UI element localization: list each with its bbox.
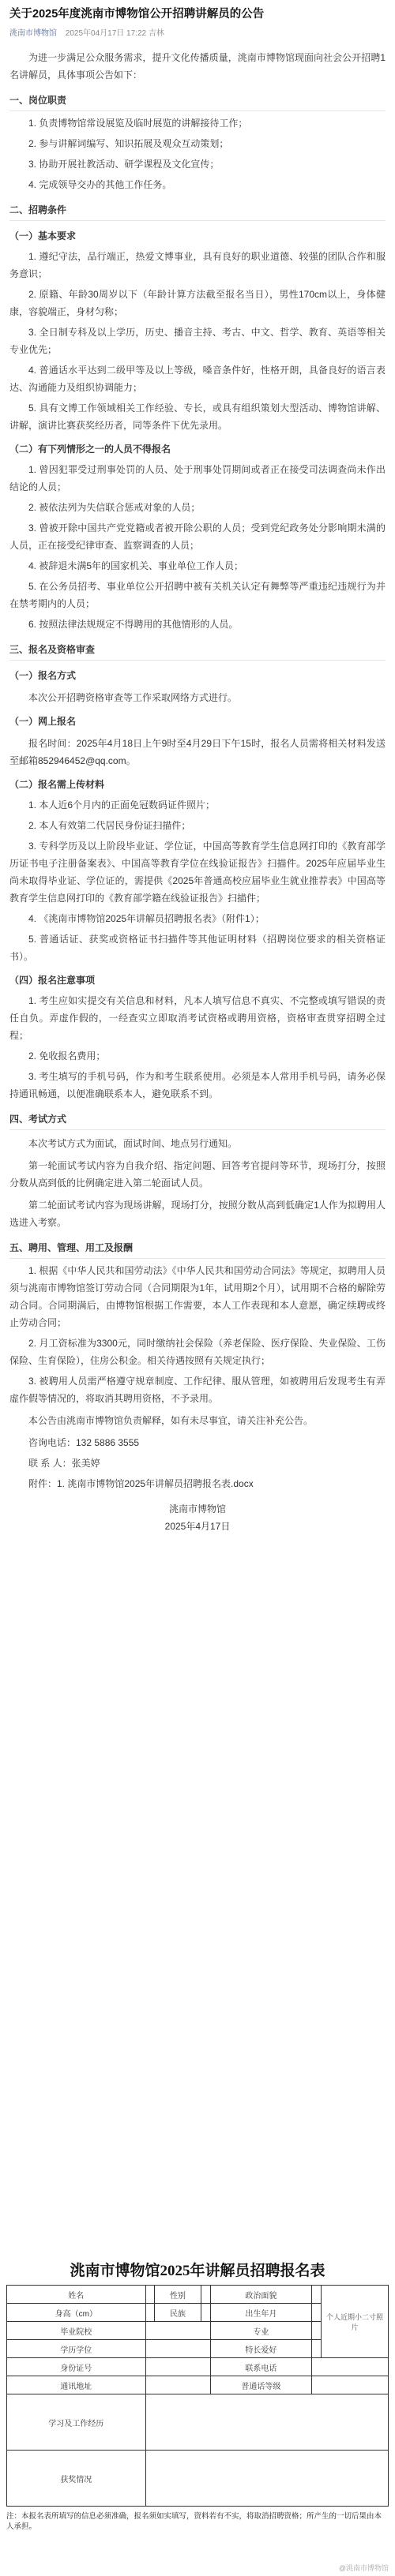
cell-hobby — [312, 2340, 322, 2358]
intro: 为进一步满足公众服务需求，提升文化传播质量，洮南市博物馆现面向社会公开招聘1名讲解员，具体事项公告如下： — [9, 52, 386, 80]
cell-awards — [145, 2451, 388, 2507]
s4-p1: 本次考试方式为面试，面试时间、地点另行通知。 — [28, 1138, 238, 1149]
list-item: 3. 全日制专科及以上学历，历史、播音主持、考古、中文、哲学、教育、英语等相关专业优先； — [9, 327, 386, 355]
cell-height — [145, 2304, 155, 2322]
s2-sub2: （二）有下列情形之一的人员不得报名 — [9, 444, 171, 455]
contact-person: 联 系 人：张美婷 — [28, 1458, 100, 1469]
s4-p3: 第二轮面试考试内容为现场讲解，现场打分，按照分数从高到低确定1人作为拟聘用人选进入考察。 — [9, 1200, 386, 1228]
list-item: 3. 曾被开除中国共产党党籍或者被开除公职的人员；受到党纪政务处分影响期未满的人员，正在接受纪律审查、监察调查的人员； — [9, 522, 386, 551]
list-item: 1. 本人近6个月内的正面免冠数码证件照片； — [28, 799, 216, 811]
cell-political — [312, 2286, 322, 2304]
label-gender: 性别 — [155, 2286, 201, 2304]
sign-date: 2025年4月17日 — [164, 1521, 231, 1532]
registration-form — [6, 2259, 389, 2532]
list-item: 1. 曾因犯罪受过刑事处罚的人员、处于刑事处罚期间或者正在接受司法调查尚未作出结论的人员； — [9, 464, 386, 492]
list-item: 3. 专科学历及以上阶段毕业证、学位证，中国高等教育学生信息网打印的《教育部学历证书电子注册备案表》、中国高等教育学位在线验证报告》扫描件。2025年应届毕业生尚未取得毕业证、学位证的，需提供《2025年普通高校应届毕业生就业推荐表》中国高等教育学生信息网打印的《教育部学籍在线验证报告》扫描件； — [9, 841, 386, 904]
article-source[interactable]: 洮南市博物馆 — [9, 29, 57, 38]
list-item: 4. 普通话水平达到二级甲等及以上等级，嗓音条件好，性格开朗，具备良好的语言表达、沟通能力及组织协调能力； — [9, 365, 386, 393]
list-item: 5. 在公务员招考、事业单位公开招聘中被有关机关认定有舞弊等严重违纪违规行为并在禁考期内的人员； — [9, 581, 386, 609]
list-item: 2. 被依法列为失信联合惩戒对象的人员； — [28, 502, 201, 513]
list-item: 3. 被聘用人员需严格遵守规章制度、工作纪律、服从管理，如被聘用后发现考生有弄虚作假等情况的，将取消其聘用资格，不予录用。 — [9, 1376, 386, 1404]
form-note: 注：本报名表所填写的信息必须准确，报名须如实填写，资料若有不实，将取消招聘资格；所产生的一切后果由本人承担。 — [6, 2512, 382, 2531]
s3-sub1: （一）报名方式 — [9, 670, 77, 681]
registration-table — [6, 2285, 389, 2507]
footer-watermark: @洮南市博物馆 — [338, 2564, 389, 2572]
s1-title: 一、岗位职责 — [9, 92, 386, 111]
s3-list-b — [9, 796, 386, 965]
list-item: 2. 月工资标准为3300元，同时缴纳社会保险（养老保险、医疗保险、失业保险、工伤保险、生育保险），住房公积金。相关待遇按照有关规定执行； — [9, 1338, 386, 1366]
s3-sub-c: （四）报名注意事项 — [9, 975, 96, 986]
list-item: 4. 被辞退未满5年的国家机关、事业单位工作人员； — [28, 560, 244, 571]
list-item: 1. 遵纪守法，品行端正，热爱文博事业，具有良好的职业道德、较强的团队合作和服务意识； — [9, 251, 386, 279]
label-address: 通讯地址 — [7, 2376, 146, 2394]
s5-p: 本公告由洮南市博物馆负责解释，如有未尽事宜，请关注补充公告。 — [28, 1415, 314, 1426]
label-mandarin: 普通话等级 — [210, 2376, 312, 2394]
table-row — [7, 2286, 389, 2304]
s3-title: 三、报名及资格审查 — [9, 641, 386, 661]
s2-title: 二、招聘条件 — [9, 201, 386, 221]
article-meta — [9, 25, 386, 43]
s4-title: 四、考试方式 — [9, 1110, 386, 1130]
table-row — [7, 2451, 389, 2507]
label-id: 身份证号 — [7, 2358, 146, 2376]
label-degree: 学历学位 — [7, 2340, 146, 2358]
label-name: 姓名 — [7, 2286, 146, 2304]
table-row — [7, 2376, 389, 2394]
label-ethnicity: 民族 — [155, 2304, 201, 2322]
list-item: 3. 协助开展社教活动、研学课程及文化宣传； — [28, 159, 220, 170]
label-awards: 获奖情况 — [7, 2451, 146, 2507]
cell-major — [312, 2322, 322, 2340]
form-title: 洮南市博物馆2025年讲解员招聘报名表 — [70, 2263, 325, 2279]
cell-ethnicity — [201, 2304, 210, 2322]
list-item: 2. 原籍、年龄30周岁以下（年龄计算方法截至报名当日），男性170cm以上，身体健康，容貌端正，身材匀称； — [9, 289, 386, 317]
cell-mandarin — [312, 2376, 389, 2394]
list-item: 6. 按照法律法规规定不得聘用的其他情形的人员。 — [28, 619, 239, 630]
s3-p2: 报名时间：2025年4月18日上午9时至4月29日下午15时，报名人员需将相关材料发送至邮箱852946452@qq.com。 — [9, 738, 386, 766]
list-item: 5. 具有文博工作领域相关工作经验、专长，或具有组织策划大型活动、博物馆讲解、讲解，演讲比赛获奖经历者，同等条件下优先录用。 — [9, 402, 386, 431]
list-item: 2. 参与讲解词编写、知识拓展及观众互动策划； — [28, 138, 229, 149]
list-item: 1. 考生应如实提交有关信息和材料，凡本人填写信息不真实、不完整或填写错误的责任自负。弄虚作假的，一经查实立即取消考试资格或聘用资格，资格审查贯穿招聘全过程； — [9, 995, 386, 1041]
cell-school — [145, 2322, 210, 2340]
cell-phone — [312, 2358, 389, 2376]
label-school: 毕业院校 — [7, 2322, 146, 2340]
table-row — [7, 2358, 389, 2376]
s5-list — [9, 1262, 386, 1407]
s3-p1: 本次公开招聘资格审查等工作采取网络方式进行。 — [28, 692, 238, 703]
cell-experience — [145, 2394, 388, 2451]
sign-org: 洮南市博物馆 — [168, 1503, 226, 1515]
s2-list2 — [9, 461, 386, 633]
s4-p2: 第一轮面试考试内容为自我介绍、指定问题、回答考官提问等环节，现场打分，按照分数从高到低的比例确定进入第二轮面试人员。 — [9, 1160, 386, 1189]
list-item: 1. 负责博物馆常设展览及临时展览的讲解接待工作； — [28, 118, 248, 129]
s3-sub-a: （一）网上报名 — [9, 716, 77, 727]
cell-name — [145, 2286, 155, 2304]
label-birth: 出生年月 — [210, 2304, 312, 2322]
label-height: 身高（cm） — [7, 2304, 146, 2322]
cell-address — [145, 2376, 210, 2394]
label-hobby: 特长爱好 — [210, 2340, 312, 2358]
article-title: 关于2025年度洮南市博物馆公开招聘讲解员的公告 — [9, 8, 265, 21]
list-item: 2. 免收报名费用； — [28, 1050, 106, 1061]
table-row — [7, 2394, 389, 2451]
label-phone: 联系电话 — [210, 2358, 312, 2376]
cell-degree — [145, 2340, 210, 2358]
photo-box: 个人近期小二寸照片 — [322, 2286, 389, 2358]
s1-list — [9, 114, 386, 193]
s3-list-c — [9, 992, 386, 1103]
list-item: 5. 普通话证、获奖或资格证书扫描件等其他证明材料（招聘岗位要求的相关资格证书）。 — [9, 934, 386, 962]
article-date: 2025年04月17日 17:22 吉林 — [65, 29, 164, 38]
list-item: 4. 《洮南市博物馆2025年讲解员招聘报名表》（附件1）； — [28, 913, 265, 924]
list-item: 3. 考生填写的手机号码，作为和考生联系使用。必须是本人常用手机号码，请务必保持通讯畅通，以便准确联系本人，避免联系不到。 — [9, 1071, 386, 1099]
label-political: 政治面貌 — [210, 2286, 312, 2304]
attachment-link[interactable]: 附件：1. 洮南市博物馆2025年讲解员招聘报名表.docx — [28, 1478, 254, 1489]
label-experience: 学习及工作经历 — [7, 2394, 146, 2451]
cell-id — [145, 2358, 210, 2376]
list-item: 2. 本人有效第二代居民身份证扫描件； — [28, 820, 191, 831]
s2-list1 — [9, 248, 386, 434]
cell-gender — [201, 2286, 210, 2304]
list-item: 1. 根据《中华人民共和国劳动法》《中华人民共和国劳动合同法》等规定，拟聘用人员须与洮南市博物馆签订劳动合同（合同期限为1年，试用期2个月），试用期不合格的解除劳动合同。合同期满后，由博物馆根据工作需要，本人工作表现和本人意愿，确定续聘或终止劳动合同； — [9, 1265, 386, 1328]
cell-birth — [312, 2304, 322, 2322]
list-item: 4. 完成领导交办的其他工作任务。 — [28, 179, 172, 190]
s3-sub-b: （二）报名需上传材料 — [9, 779, 105, 790]
s2-sub1: （一）基本要求 — [9, 230, 77, 242]
label-major: 专业 — [210, 2322, 312, 2340]
s5-title: 五、聘用、管理、用工及报酬 — [9, 1239, 386, 1259]
contact-tel: 咨询电话：132 5886 3555 — [28, 1437, 140, 1448]
